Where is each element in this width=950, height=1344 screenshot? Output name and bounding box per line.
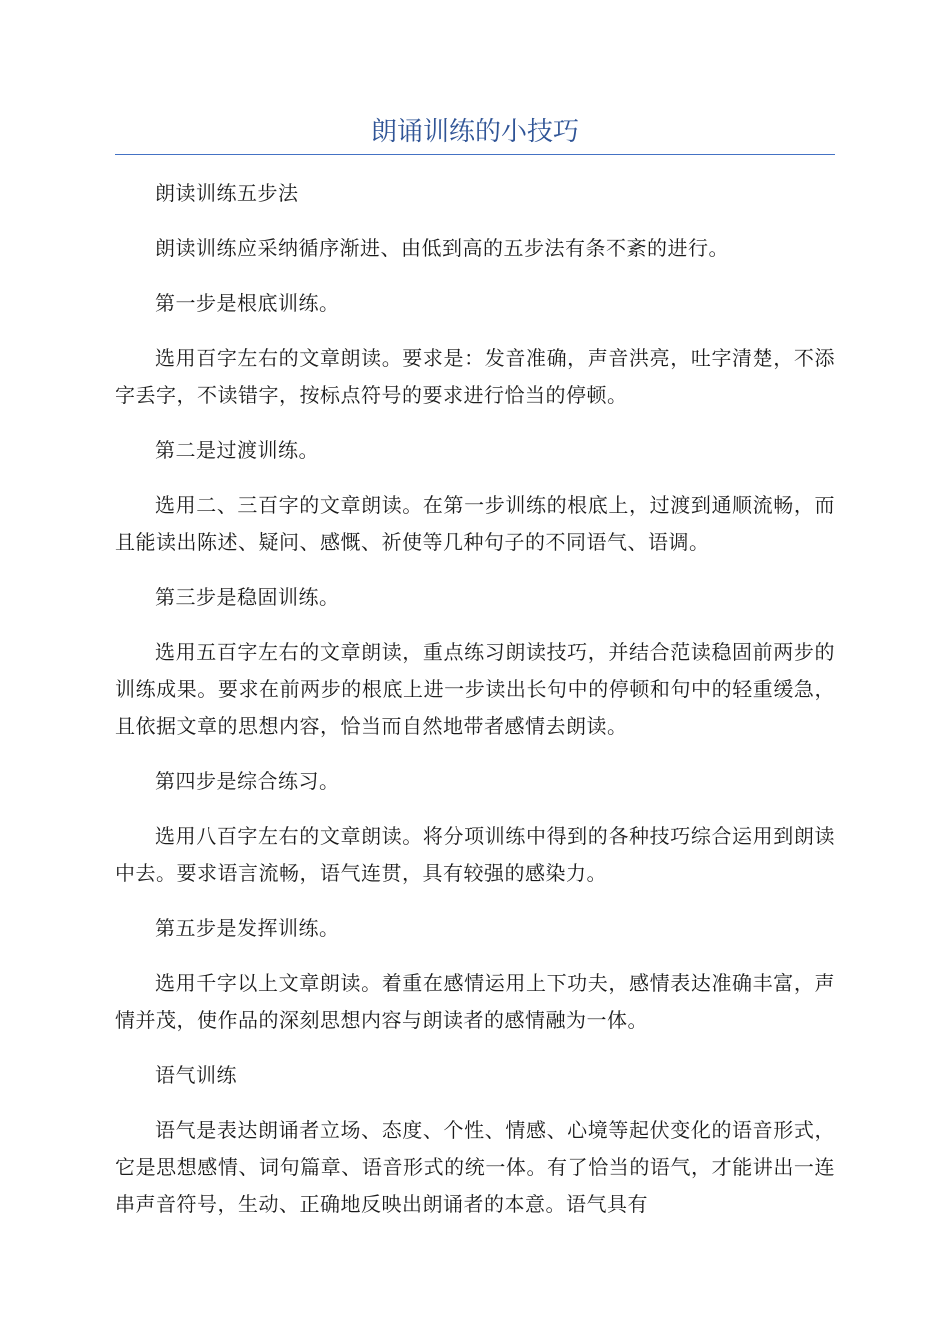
title-underline [115, 154, 835, 155]
paragraph: 朗读训练应采纳循序渐进、由低到高的五步法有条不紊的进行。 [155, 236, 729, 260]
page-title: 朗诵训练的小技巧 [370, 117, 579, 147]
paragraph: 选用千字以上文章朗读。着重在感情运用上下功夫，感情表达准确丰富，声情并茂，使作品的深刻思想内容与朗读者的感情融为一体。 [115, 971, 835, 1032]
step-heading-1: 第一步是根底训练。 [155, 291, 340, 315]
step-heading-2: 第二是过渡训练。 [155, 438, 319, 462]
step-heading-5: 第五步是发挥训练。 [155, 916, 340, 940]
section-heading-five-steps: 朗读训练五步法 [155, 181, 299, 205]
paragraph: 选用二、三百字的文章朗读。在第一步训练的根底上，过渡到通顺流畅，而且能读出陈述、疑问、感慨、祈使等几种句子的不同语气、语调。 [115, 493, 835, 554]
paragraph: 选用五百字左右的文章朗读，重点练习朗读技巧，并结合范读稳固前两步的训练成果。要求在前两步的根底上进一步读出长句中的停顿和句中的轻重缓急，且依据文章的思想内容，恰当而自然地带者感情去朗读。 [115, 640, 835, 738]
section-heading-tone: 语气训练 [155, 1063, 237, 1087]
document-body [115, 175, 835, 1241]
paragraph: 选用八百字左右的文章朗读。将分项训练中得到的各种技巧综合运用到朗读中去。要求语言流畅，语气连贯，具有较强的感染力。 [115, 824, 835, 885]
paragraph: 选用百字左右的文章朗读。要求是：发音准确，声音洪亮，吐字清楚，不添字丢字，不读错字，按标点符号的要求进行恰当的停顿。 [115, 346, 835, 407]
step-heading-3: 第三步是稳固训练。 [155, 585, 340, 609]
paragraph: 语气是表达朗诵者立场、态度、个性、情感、心境等起伏变化的语音形式，它是思想感情、词句篇章、语音形式的统一体。有了恰当的语气，才能讲出一连串声音符号，生动、正确地反映出朗诵者的本意。语气具有 [115, 1118, 835, 1216]
step-heading-4: 第四步是综合练习。 [155, 769, 340, 793]
